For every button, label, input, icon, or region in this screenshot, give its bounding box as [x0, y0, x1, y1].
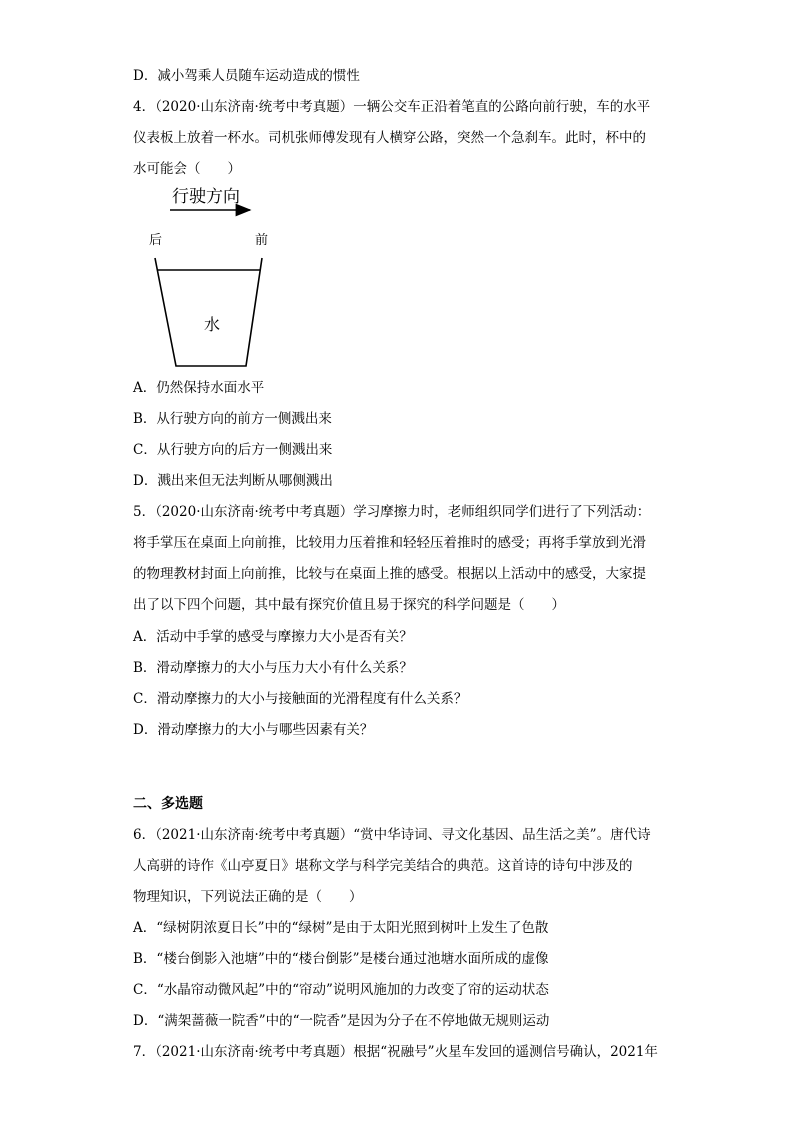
- q5-option-b: B．滑动摩擦力的大小与压力大小有什么关系？: [133, 660, 413, 676]
- q4-option-b: B．从行驶方向的前方一侧溅出来: [133, 411, 332, 427]
- q5-option-d: D．滑动摩擦力的大小与哪些因素有关？: [133, 722, 374, 738]
- q5-option-a: A．活动中手掌的感受与摩擦力大小是否有关？: [133, 629, 413, 645]
- q3-option-d: D．减小驾乘人员随车运动造成的惯性: [133, 68, 360, 84]
- q6-stem-line-2: 人高骈的诗作《山亭夏日》堪称文学与科学完美结合的典范。这首诗的诗句中涉及的: [133, 858, 633, 874]
- q5-stem-line-1: 5．（2020·山东济南·统考中考真题）学习摩擦力时，老师组织同学们进行了下列活动：: [133, 504, 651, 520]
- q5-stem-line-2: 将手掌压在桌面上向前推，比较用力压着推和轻轻压着推时的感受；再将手掌放到光滑: [133, 535, 646, 551]
- q7-stem-line-1: 7．（2021·山东济南·统考中考真题）根据“祝融号”火星车发回的遥测信号确认，2021年: [133, 1044, 658, 1060]
- water-label: 水: [204, 315, 221, 334]
- q6-option-b: B．“楼台倒影入池塘”中的“楼台倒影”是楼台通过池塘水面所成的虚像: [133, 951, 549, 967]
- q4-option-c: C．从行驶方向的后方一侧溅出来: [133, 442, 333, 458]
- q4-stem-line-1: 4．（2020·山东济南·统考中考真题）一辆公交车正沿着笔直的公路向前行驶，车的水平: [133, 99, 651, 115]
- q6-option-c: C．“水晶帘动微风起”中的“帘动”说明风施加的力改变了帘的运动状态: [133, 982, 549, 998]
- q6-option-a: A．“绿树阴浓夏日长”中的“绿树”是由于太阳光照到树叶上发生了色散: [133, 920, 549, 936]
- front-label: 前: [255, 233, 269, 248]
- q4-option-a: A．仍然保持水面水平: [133, 380, 265, 396]
- cup-diagram: [140, 178, 280, 373]
- q4-stem-line-2: 仪表板上放着一杯水。司机张师傅发现有人横穿公路，突然一个急刹车。此时，杯中的: [133, 130, 646, 146]
- direction-label: 行驶方向: [172, 187, 240, 207]
- q5-option-c: C．滑动摩擦力的大小与接触面的光滑程度有什么关系？: [133, 691, 468, 707]
- section-heading-multi-choice: 二、多选题: [133, 796, 203, 812]
- q6-option-d: D．“满架蔷薇一院香”中的“一院香”是因为分子在不停地做无规则运动: [133, 1013, 550, 1029]
- q6-stem-line-1: 6．（2021·山东济南·统考中考真题）“赏中华诗词、寻文化基因、品生活之美”。唐代诗: [133, 827, 651, 843]
- q4-option-d: D．溅出来但无法判断从哪侧溅出: [133, 473, 333, 489]
- q5-stem-line-3: 的物理教材封面上向前推，比较与在桌面上推的感受。根据以上活动中的感受，大家提: [133, 566, 646, 582]
- q5-stem-line-4: 出了以下四个问题，其中最有探究价值且易于探究的科学问题是（ ）: [133, 597, 565, 613]
- q4-stem-line-3: 水可能会（ ）: [133, 161, 241, 177]
- cup-outline: [155, 258, 262, 366]
- q6-stem-line-3: 物理知识，下列说法正确的是（ ）: [133, 889, 363, 905]
- cup-figure: [140, 178, 280, 373]
- back-label: 后: [149, 233, 163, 248]
